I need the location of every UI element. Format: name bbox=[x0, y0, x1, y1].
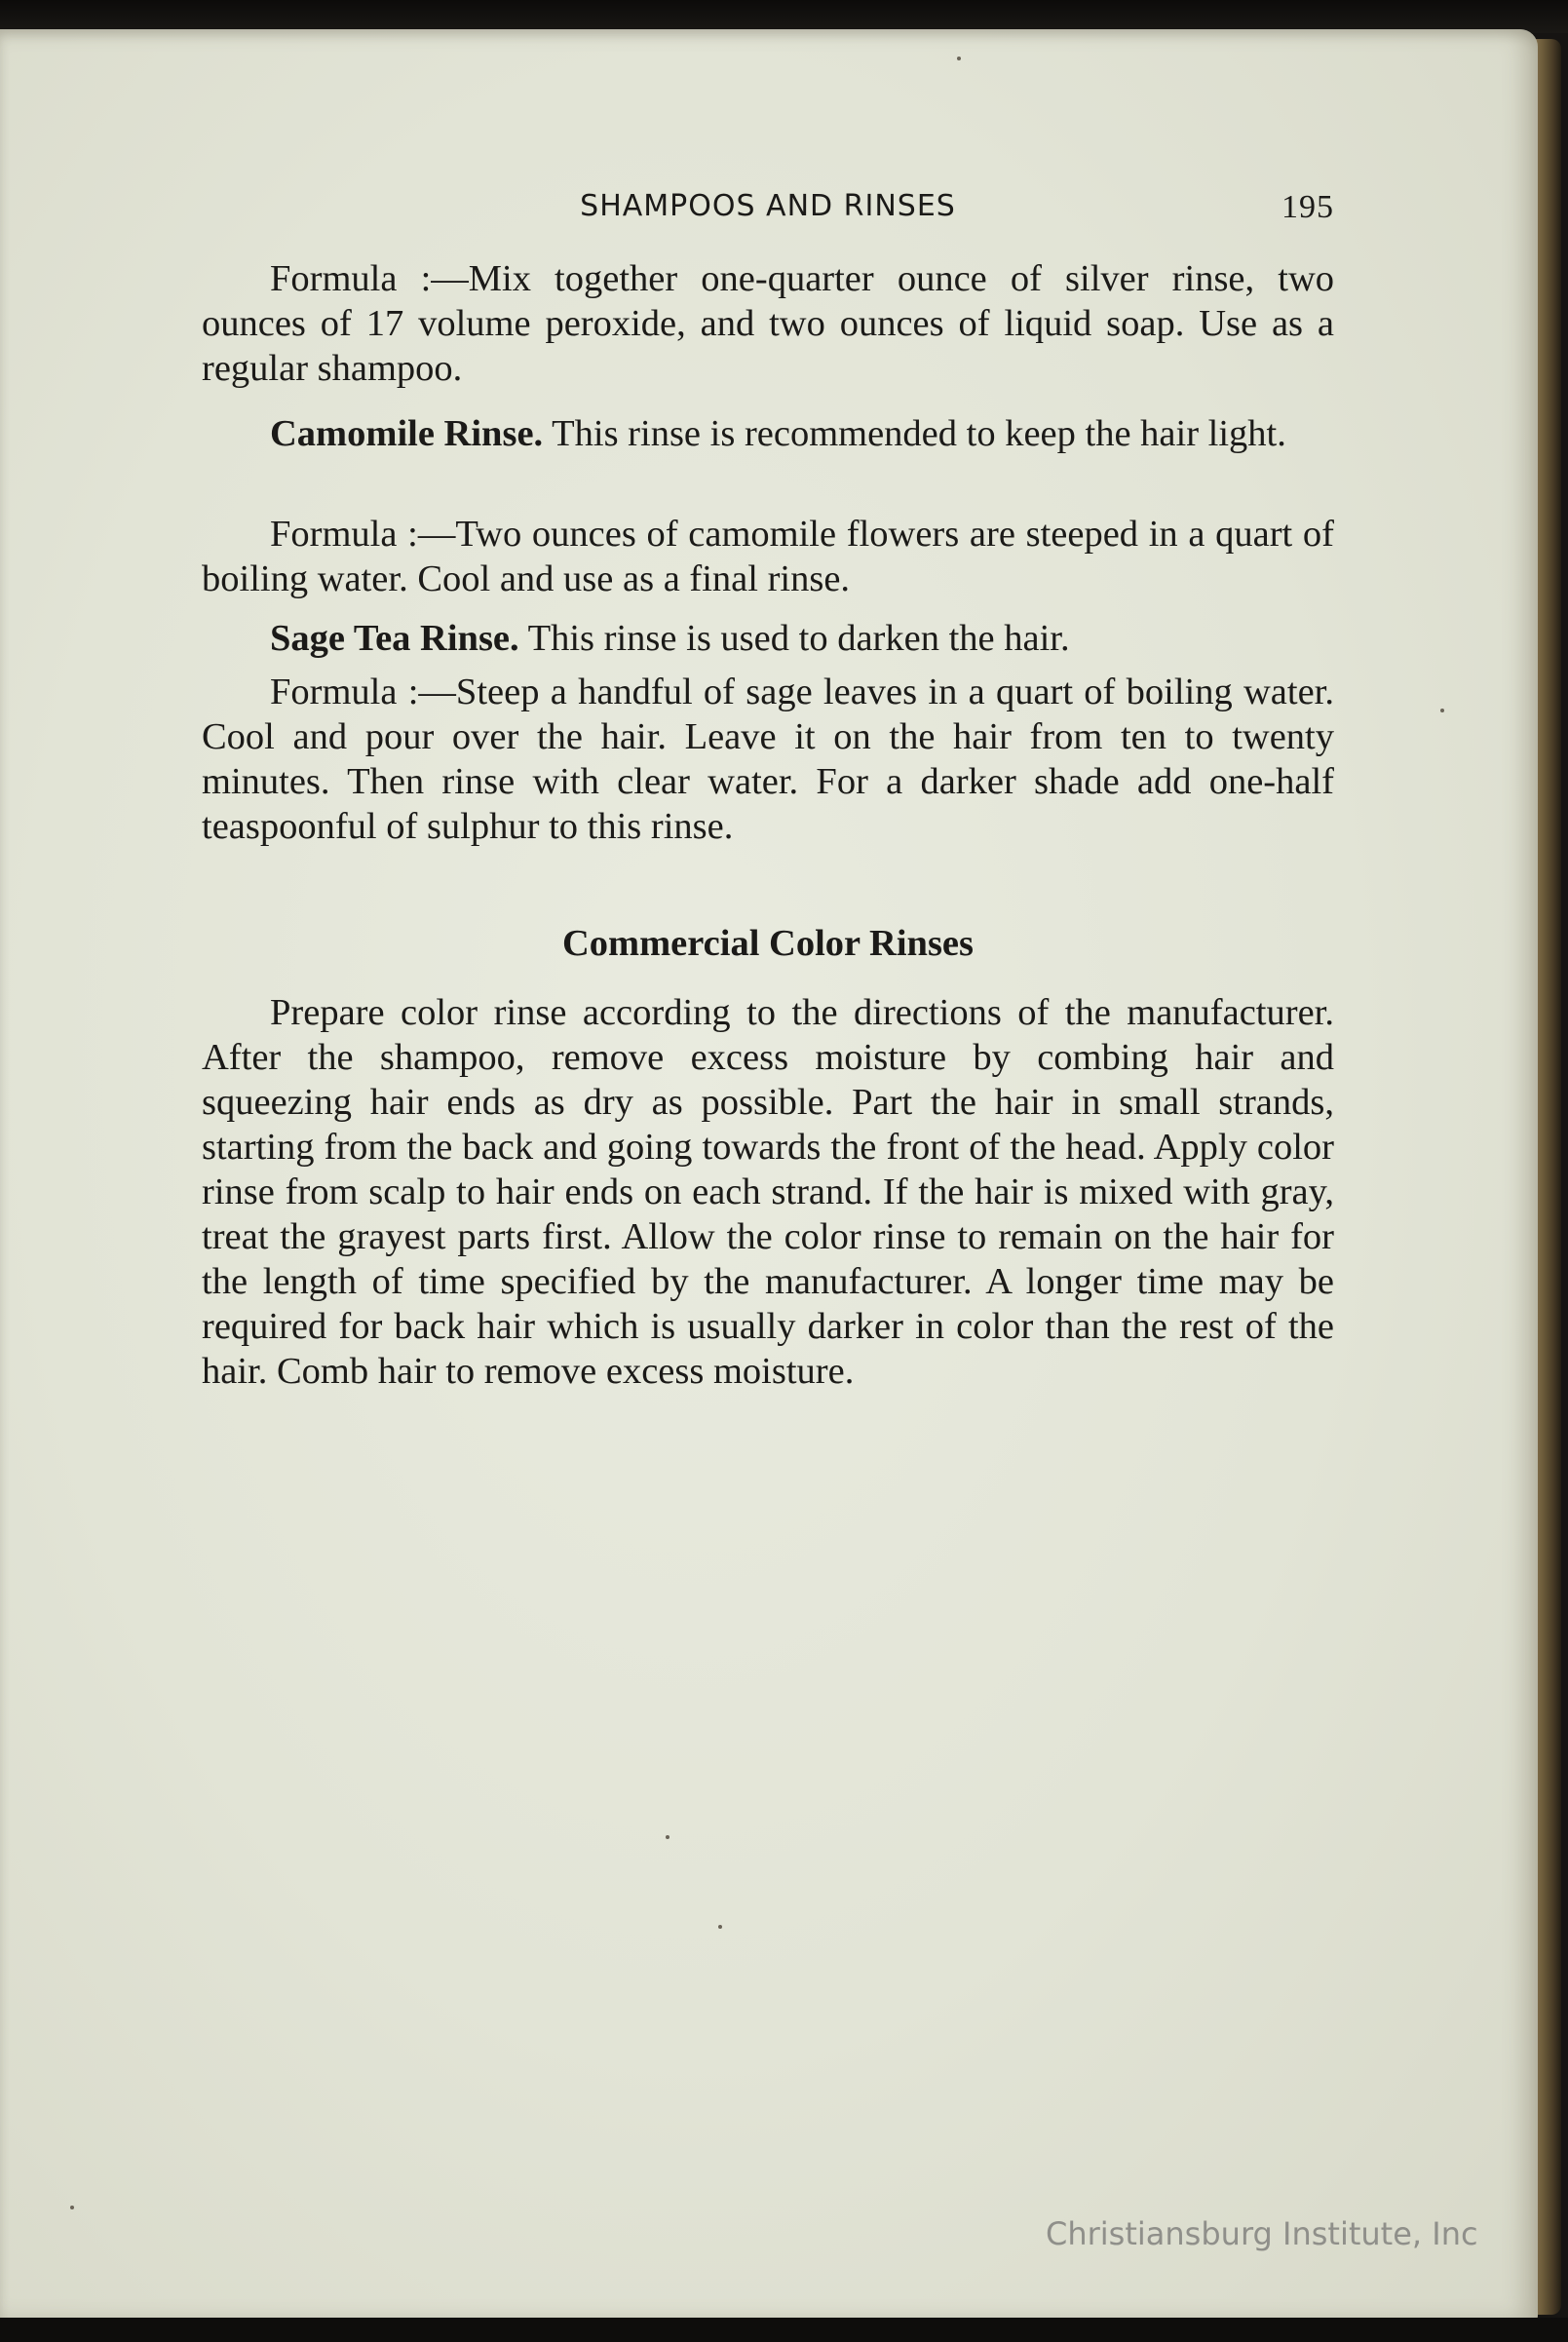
paragraph-lead: Camomile Rinse. bbox=[270, 413, 544, 454]
paragraph-text: This rinse is recommended to keep the hair light. bbox=[552, 413, 1286, 454]
formula-sage-paragraph bbox=[202, 670, 1334, 849]
paper-speck bbox=[666, 1835, 669, 1839]
paragraph-text: Formula :—Mix together one-quarter ounce of silver rinse, two ounces of 17 volume peroxide, and two ounces of liquid soap. Use as a regular shampoo. bbox=[202, 258, 1334, 389]
paragraph-text: Formula :—Two ounces of camomile flowers are steeped in a quart of boiling water. Cool and use as a final rinse. bbox=[202, 514, 1334, 599]
paper-speck bbox=[70, 2206, 74, 2209]
formula-silver-paragraph bbox=[202, 256, 1334, 391]
top-shadow bbox=[0, 0, 1568, 33]
paper-speck bbox=[957, 57, 961, 60]
paragraph-text: This rinse is used to darken the hair. bbox=[527, 618, 1070, 659]
formula-camomile-paragraph bbox=[202, 512, 1334, 601]
paper-speck bbox=[1440, 709, 1444, 712]
running-title: SHAMPOOS AND RINSES bbox=[580, 189, 956, 223]
camomile-rinse-paragraph bbox=[202, 411, 1334, 456]
commercial-rinse-paragraph: Prepare color rinse according to the directions of the manufacturer. After the shampoo, remove excess moisture by combing hair and squeezing hair ends as dry as possible. Part the hair in small strands, starting from the back and going towards the front of the head. Apply color rinse from scalp to hair ends on each strand. If the hair is mixed with gray, treat the grayest parts first. Allow the color rinse to remain on the hair for the length of time specified by the manufacturer. A longer time may be required for back hair which is usually darker in color than the rest of the hair. Comb hair to remove excess moisture. bbox=[202, 992, 1334, 1392]
paragraph-lead: Sage Tea Rinse. bbox=[270, 618, 519, 659]
section-heading: Commercial Color Rinses bbox=[561, 923, 974, 964]
watermark: Christiansburg Institute, Inc bbox=[1046, 2215, 1478, 2252]
page-number: 195 bbox=[1281, 189, 1334, 225]
sage-tea-rinse-paragraph bbox=[202, 616, 1334, 661]
paragraph-text: Formula :—Steep a handful of sage leaves in a quart of boiling water. Cool and pour over the hair. Leave it on the hair from ten to twenty minutes. Then rinse with clear water. For a darker shade add one-half teaspoonful of sulphur to this rinse. bbox=[202, 672, 1334, 847]
bottom-edge bbox=[0, 2318, 1568, 2342]
paper-speck bbox=[718, 1925, 722, 1929]
running-head bbox=[202, 189, 1334, 232]
